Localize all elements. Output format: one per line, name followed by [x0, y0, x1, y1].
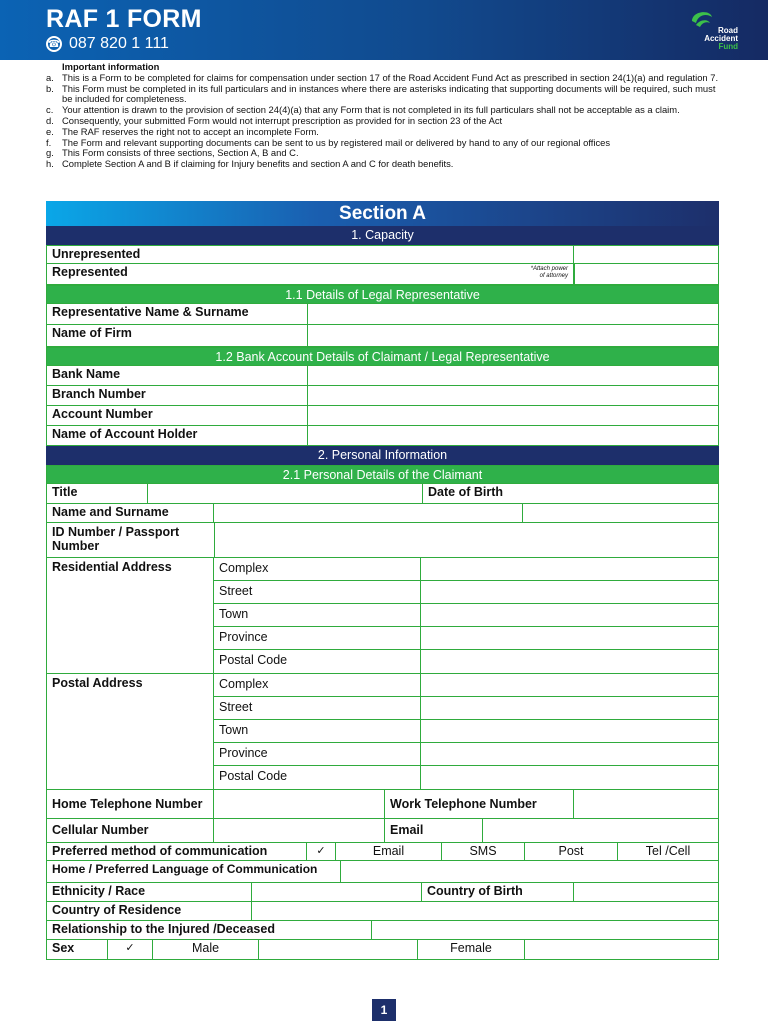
country-residence-label: Country of Residence — [47, 902, 252, 920]
home-tel-label: Home Telephone Number — [47, 790, 214, 818]
sex-female-field[interactable] — [525, 940, 718, 959]
cellular-field[interactable] — [214, 819, 385, 842]
pref-email-option[interactable]: Email — [336, 843, 442, 860]
post-complex-label: Complex — [214, 674, 421, 696]
work-tel-label: Work Telephone Number — [385, 790, 574, 818]
preferred-method-label: Preferred method of communication — [47, 843, 307, 860]
branch-number-field[interactable] — [308, 386, 718, 405]
res-complex-label: Complex — [214, 558, 421, 580]
name-surname-label: Name and Surname — [47, 504, 214, 522]
logo-text — [700, 27, 738, 51]
represented-field[interactable] — [574, 264, 718, 284]
work-tel-field[interactable] — [574, 790, 718, 818]
relationship-field[interactable] — [372, 921, 718, 939]
logo-line2: Accident — [704, 34, 738, 43]
residential-address-label: Residential Address — [47, 558, 214, 673]
unrepresented-label: Unrepresented — [47, 246, 574, 263]
preferred-tick-icon: ✓ — [307, 843, 336, 860]
info-heading: Important information — [62, 61, 160, 72]
res-province-label: Province — [214, 627, 421, 649]
sex-male-field[interactable] — [259, 940, 418, 959]
post-postal-code-field[interactable] — [421, 766, 718, 789]
power-of-attorney-note: *Attach power of attorney — [509, 264, 574, 284]
rep-name-label: Representative Name & Surname — [47, 304, 308, 324]
email-label: Email — [385, 819, 483, 842]
raf-logo — [686, 7, 746, 55]
res-street-field[interactable] — [421, 581, 718, 603]
title-field[interactable] — [148, 484, 423, 503]
info-item: e. The RAF reserves the right not to accept an incomplete Form. — [46, 125, 319, 137]
res-postal-code-label: Postal Code — [214, 650, 421, 673]
page-number: 1 — [372, 999, 396, 1021]
post-complex-field[interactable] — [421, 674, 718, 696]
legal-rep-heading: 1.1 Details of Legal Representative — [46, 285, 719, 304]
title-label: Title — [47, 484, 148, 503]
account-holder-label: Name of Account Holder — [47, 426, 308, 445]
info-item: d. Consequently, your submitted Form would not interrupt prescription as provided for in section 23 of the Act — [46, 114, 503, 126]
account-holder-field[interactable] — [308, 426, 718, 445]
represented-label: Represented — [52, 265, 128, 279]
unrepresented-field[interactable] — [574, 246, 718, 263]
info-list — [46, 73, 726, 170]
pref-tel-option[interactable]: Tel /Cell — [645, 844, 691, 858]
res-town-field[interactable] — [421, 604, 718, 626]
country-birth-label: Country of Birth — [422, 883, 574, 901]
home-tel-field[interactable] — [214, 790, 385, 818]
post-province-field[interactable] — [421, 743, 718, 765]
cellular-label: Cellular Number — [47, 819, 214, 842]
bank-name-label: Bank Name — [47, 366, 308, 385]
country-birth-field[interactable] — [574, 883, 718, 901]
info-item: f. The Form and relevant supporting documents can be sent to us by registered mail or delivered by hand to any of our regional offices — [46, 136, 611, 148]
postal-address-label: Postal Address — [47, 674, 214, 789]
res-province-field[interactable] — [421, 627, 718, 649]
post-street-label: Street — [214, 697, 421, 719]
country-residence-field[interactable] — [252, 902, 718, 920]
branch-number-label: Branch Number — [47, 386, 308, 405]
phone-icon: ☎ — [46, 36, 62, 52]
language-label: Home / Preferred Language of Communication — [47, 861, 341, 882]
bank-name-field[interactable] — [308, 366, 718, 385]
res-complex-field[interactable] — [421, 558, 718, 580]
dob-label: Date of Birth — [428, 485, 503, 499]
section-a-form — [46, 201, 719, 960]
sex-tick-icon: ✓ — [108, 940, 153, 959]
pref-sms-option[interactable]: SMS — [442, 843, 525, 860]
post-postal-code-label: Postal Code — [214, 766, 421, 789]
residential-address-block — [46, 558, 719, 674]
personal-info-heading: 2. Personal Information — [46, 446, 719, 465]
name-surname-field[interactable] — [214, 504, 523, 522]
personal-details-heading: 2.1 Personal Details of the Claimant — [46, 465, 719, 484]
post-town-label: Town — [214, 720, 421, 742]
logo-line1: Road — [718, 26, 738, 35]
info-item: b. This Form must be completed in its full particulars and in instances where there are asterisks indicating that supporting documents will be required, such must be included for completeness. — [46, 82, 716, 105]
capacity-heading: 1. Capacity — [46, 226, 719, 245]
sex-label: Sex — [47, 940, 108, 959]
sex-female-option[interactable]: Female — [418, 940, 525, 959]
ethnicity-label: Ethnicity / Race — [47, 883, 252, 901]
id-number-field[interactable] — [215, 523, 718, 557]
res-postal-code-field[interactable] — [421, 650, 718, 673]
form-title: RAF 1 FORM — [46, 5, 202, 33]
phone-text: 087 820 1 111 — [69, 35, 169, 52]
info-item: c. Your attention is drawn to the provision of section 24(4)(a) that any Form that is not completed in its full particulars shall not be acceptable as a claim. — [46, 104, 680, 116]
res-town-label: Town — [214, 604, 421, 626]
bank-heading: 1.2 Bank Account Details of Claimant / Legal Representative — [46, 347, 719, 366]
post-province-label: Province — [214, 743, 421, 765]
id-number-label: ID Number / Passport Number — [47, 523, 215, 557]
res-street-label: Street — [214, 581, 421, 603]
rep-name-field[interactable] — [308, 304, 718, 324]
language-field[interactable] — [341, 861, 718, 882]
post-street-field[interactable] — [421, 697, 718, 719]
firm-name-field[interactable] — [308, 325, 718, 346]
logo-line3: Fund — [718, 42, 738, 51]
ethnicity-field[interactable] — [252, 883, 422, 901]
section-a-title: Section A — [46, 201, 719, 226]
info-item: a. This is a Form to be completed for claims for compensation under section 17 of the Road Accident Fund Act as prescribed in section 24(1)(a) and regulation 7. — [46, 71, 719, 83]
info-item: g. This Form consists of three sections, Section A, B and C. — [46, 147, 299, 159]
account-number-field[interactable] — [308, 406, 718, 425]
dob-field[interactable] — [523, 504, 718, 522]
account-number-label: Account Number — [47, 406, 308, 425]
firm-name-label: Name of Firm — [47, 325, 308, 346]
important-information — [46, 62, 726, 170]
sex-male-option[interactable]: Male — [153, 940, 259, 959]
relationship-label: Relationship to the Injured /Deceased — [47, 921, 372, 939]
pref-post-option[interactable]: Post — [525, 843, 618, 860]
info-item: h. Complete Section A and B if claiming for Injury benefits and section A and C for death benefits. — [46, 158, 454, 170]
email-field[interactable] — [483, 819, 718, 842]
page-header — [0, 0, 768, 60]
phone-number — [46, 35, 169, 53]
post-town-field[interactable] — [421, 720, 718, 742]
postal-address-block — [46, 674, 719, 790]
